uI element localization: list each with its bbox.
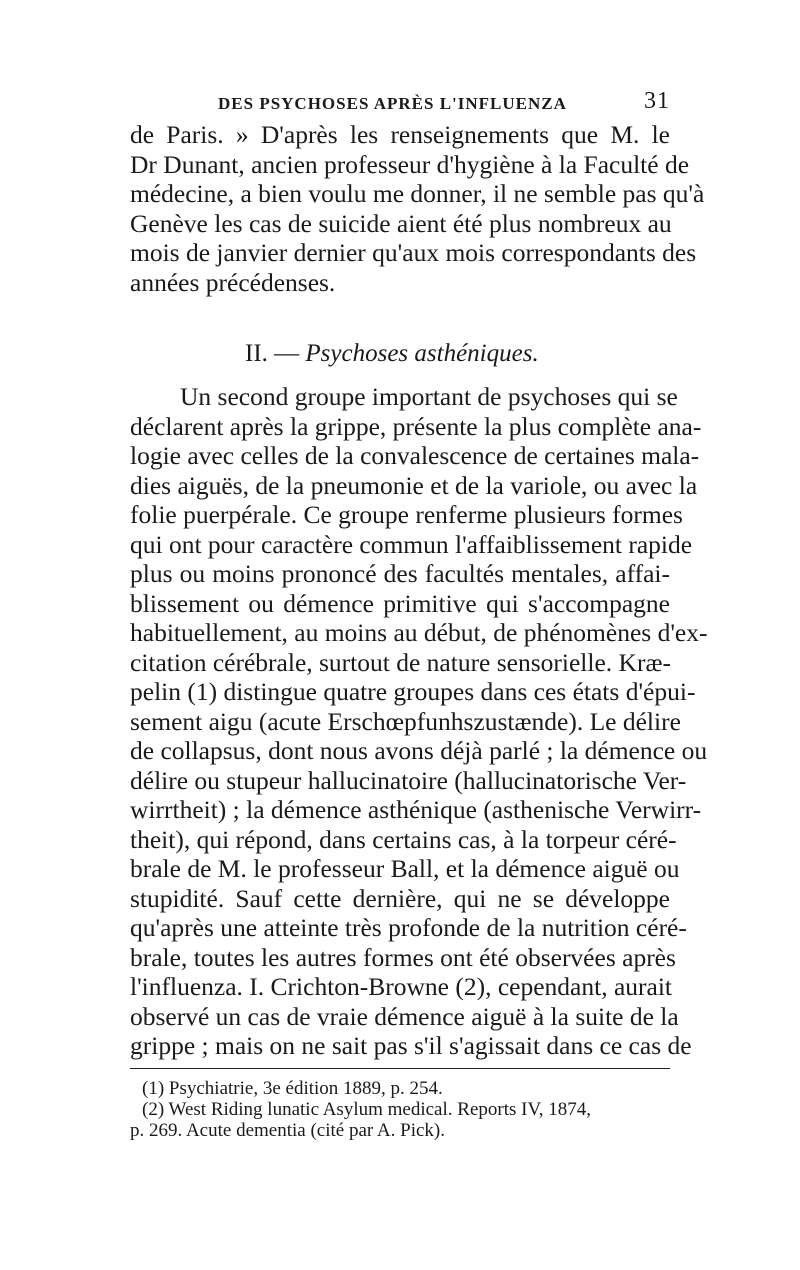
text-line: brale de M. le professeur Ball, et la démence aiguë ou	[130, 854, 680, 883]
text-line: logie avec celles de la convalescence de certaines mala-	[130, 441, 700, 470]
text-line: dies aiguës, de la pneumonie et de la variole, ou avec la	[130, 470, 698, 500]
page-number: 31	[644, 88, 670, 114]
text-line: grippe ; mais on ne sait pas s'il s'agissait dans ce cas de	[130, 1031, 692, 1060]
running-title: DES PSYCHOSES APRÈS L'INFLUENZA	[218, 94, 567, 113]
text-line: observé un cas de vraie démence aiguë à la suite de la	[130, 1001, 679, 1031]
text-line: habituellement, au moins au début, de phénomènes d'ex-	[130, 618, 708, 647]
text-line: mois de janvier dernier qu'aux mois correspondants des	[130, 238, 697, 267]
text-line: citation cérébrale, surtout de nature sensorielle. Kræ-	[130, 647, 671, 677]
paragraph-1	[130, 120, 705, 297]
text-line: folie puerpérale. Ce groupe renferme plusieurs formes	[130, 500, 683, 529]
text-line: sement aigu (acute Erschœpfunhszustænde). Le délire	[130, 706, 681, 736]
text-line: brale, toutes les autres formes ont été observées après	[130, 942, 676, 972]
footnote-2-continued: p. 269. Acute dementia (cité par A. Pick).	[130, 1120, 445, 1141]
text-line: médecine, a bien voulu me donner, il ne semble pas qu'à	[130, 179, 705, 208]
text-line: qu'après une atteinte très profonde de la nutrition céré-	[130, 913, 687, 942]
section-number: II. —	[245, 340, 300, 367]
footnote-2: (2) West Riding lunatic Asylum medical. Reports IV, 1874,	[142, 1099, 591, 1120]
text-line: années précédenses.	[130, 267, 336, 297]
text-line: l'influenza. I. Crichton-Browne (2), cependant, aurait	[130, 972, 673, 1001]
footnotes	[130, 1078, 670, 1141]
text-line: Genève les cas de suicide aient été plus nombreux au	[130, 208, 672, 238]
text-line: blissement ou démence primitive qui s'accompagne	[130, 588, 670, 618]
text-line: délire ou stupeur hallucinatoire (hallucinatorische Ver-	[130, 765, 687, 795]
text-line: qui ont pour caractère commun l'affaiblissement rapide	[130, 529, 693, 559]
text-line: plus ou moins prononcé des facultés mentales, affai-	[130, 559, 670, 588]
text-line: de Paris. » D'après les renseignements que M. le	[130, 120, 670, 149]
text-line: Un second groupe important de psychoses qui se	[180, 382, 678, 411]
footnote-1: (1) Psychiatrie, 3e édition 1889, p. 254.	[142, 1078, 443, 1099]
text-line: Dr Dunant, ancien professeur d'hygiène à la Faculté de	[130, 149, 690, 179]
section-heading	[245, 340, 565, 368]
text-line: déclarent après la grippe, présente la plus complète ana-	[130, 411, 702, 441]
text-line: theit), qui répond, dans certains cas, à la torpeur céré-	[130, 824, 677, 854]
text-line: de collapsus, dont nous avons déjà parlé ; la démence ou	[130, 736, 708, 765]
section-title: Psychoses asthéniques.	[305, 340, 539, 367]
text-line: wirrtheit) ; la démence asthénique (asthenische Verwirr-	[130, 795, 702, 824]
footnote-rule	[130, 1068, 670, 1069]
text-line: pelin (1) distingue quatre groupes dans ces états d'épui-	[130, 677, 696, 706]
paragraph-2	[130, 382, 708, 1061]
text-line: stupidité. Sauf cette dernière, qui ne se développe	[130, 883, 670, 913]
